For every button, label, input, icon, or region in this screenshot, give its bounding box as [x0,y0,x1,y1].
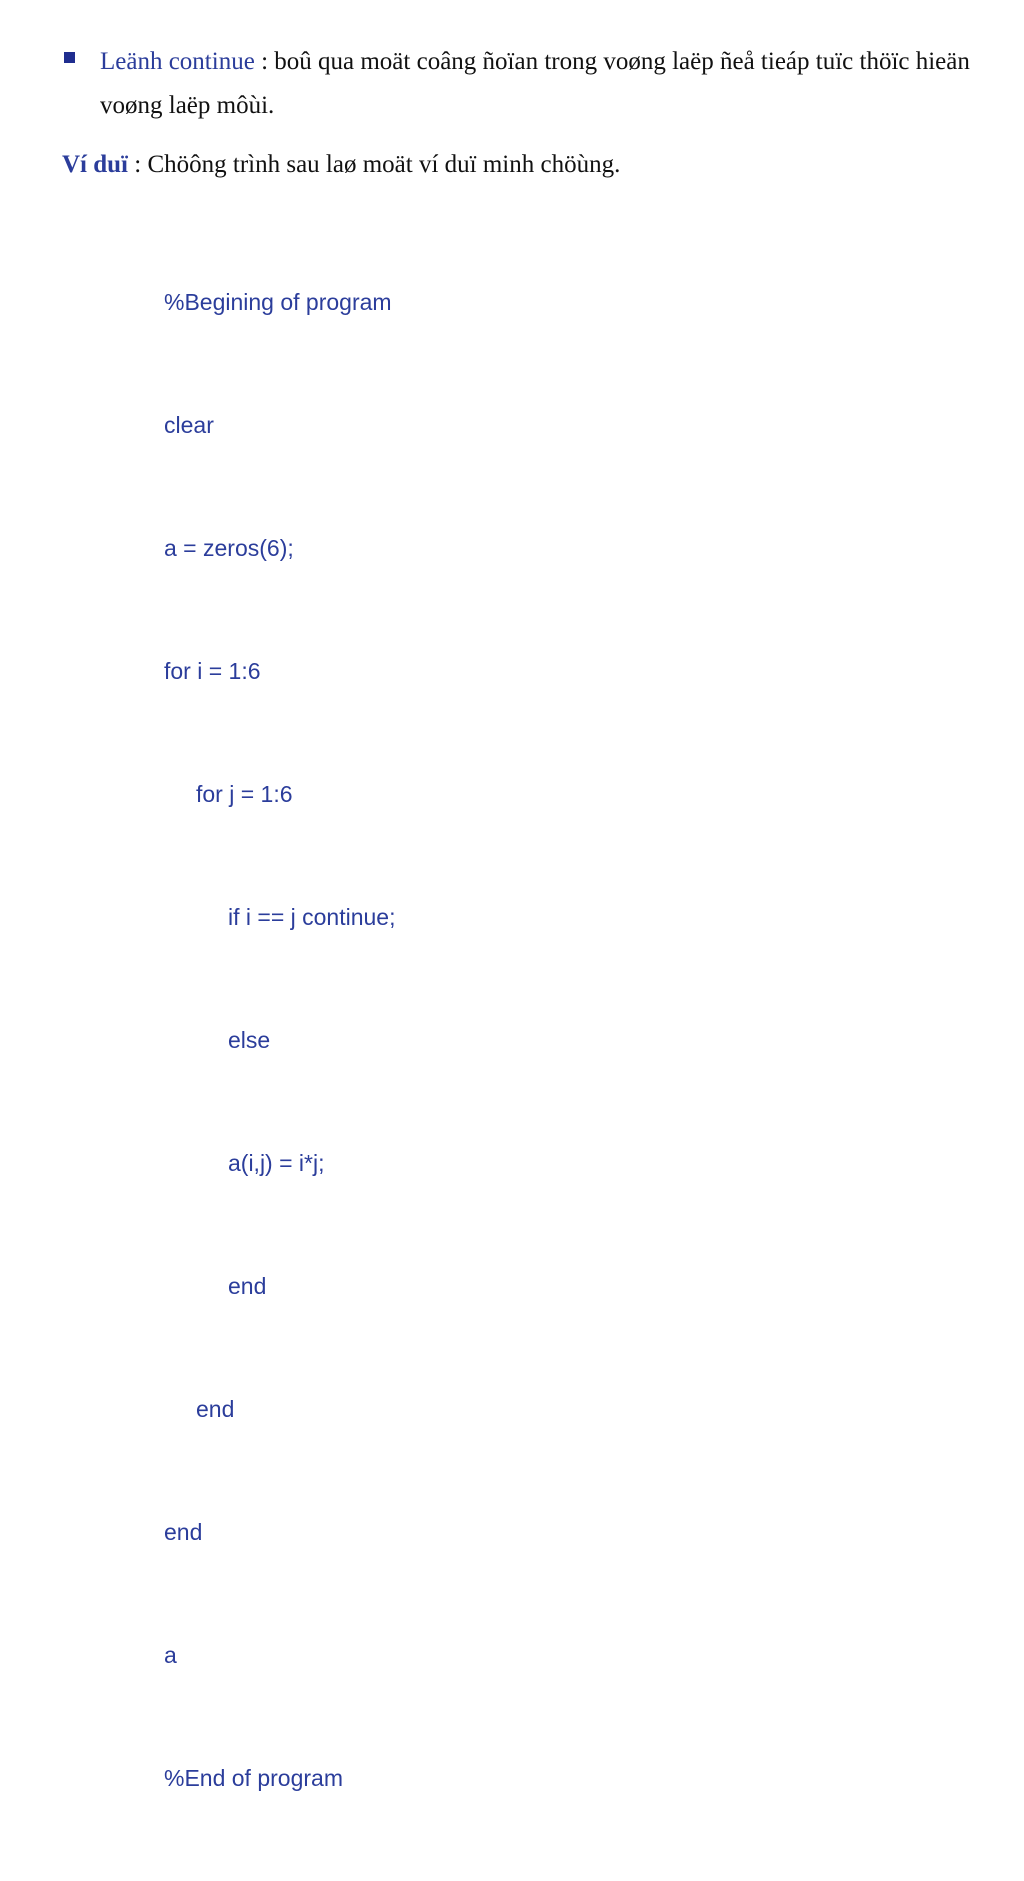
square-bullet-icon [64,52,75,63]
code-line: end [164,1519,203,1545]
continue-bullet [64,40,984,128]
code-block [164,200,396,1881]
example-description: : Chöông trình sau laø moät ví duï minh chöùng. [128,151,621,178]
code-line: end [196,1396,235,1422]
bullet-description: : boû qua moät coâng ñoïan trong voøng laëp ñeå tieáp tuïc thöïc hieän voøng laëp môùi. [100,48,970,119]
code-line: end [228,1273,267,1299]
code-line: %End of program [164,1765,343,1791]
code-line: clear [164,412,214,438]
code-line: for j = 1:6 [196,781,293,807]
code-line: if i == j continue; [228,904,396,930]
example-line [62,146,620,184]
bullet-paragraph [100,40,984,128]
code-line: for i = 1:6 [164,658,261,684]
code-line: a = zeros(6); [164,535,294,561]
example-label: Ví duï [62,151,129,178]
code-line: a(i,j) = i*j; [228,1150,325,1176]
code-line: else [228,1027,271,1053]
continue-keyword: Leänh continue [100,48,255,75]
code-line: %Begining of program [164,289,392,315]
code-line: a [164,1642,177,1668]
